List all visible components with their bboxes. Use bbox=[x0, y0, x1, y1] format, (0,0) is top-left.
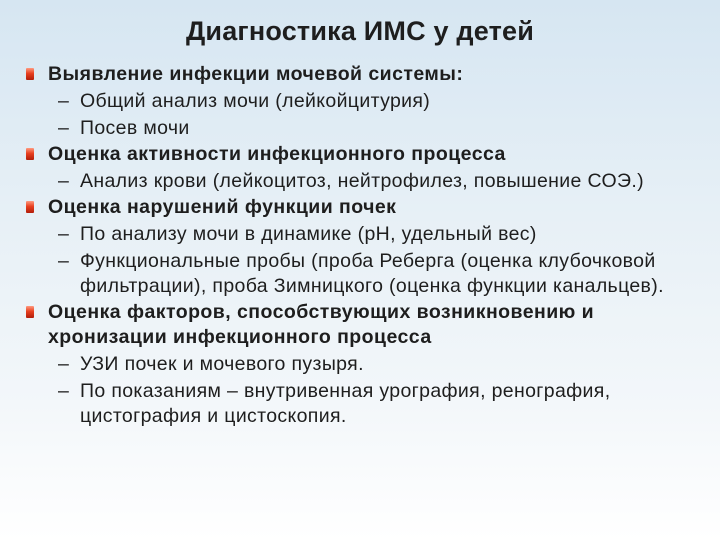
sub-item-text: Анализ крови (лейкоцитоз, нейтрофилез, повышение СОЭ.) bbox=[80, 170, 644, 192]
dash-icon: – bbox=[58, 170, 69, 192]
bullet-item bbox=[24, 300, 704, 429]
bullet-item bbox=[24, 62, 704, 141]
dash-icon: – bbox=[58, 353, 69, 375]
sub-item bbox=[48, 169, 704, 194]
sub-item-text: Общий анализ мочи (лейкойцитурия) bbox=[80, 90, 431, 112]
sub-item bbox=[48, 222, 704, 247]
slide-title: Диагностика ИМС у детей bbox=[185, 16, 535, 46]
dash-icon: – bbox=[58, 117, 69, 139]
dash-icon: – bbox=[58, 380, 69, 402]
bullet-text: Оценка нарушений функции почек bbox=[48, 196, 397, 218]
sub-item-text: Функциональные пробы (проба Реберга (оценка клубочковой фильтрации), проба Зимницкого (оценка функции канальцев). bbox=[80, 250, 664, 297]
bullet-icon bbox=[26, 148, 34, 160]
sub-item bbox=[48, 116, 704, 141]
sub-item-text: УЗИ почек и мочевого пузыря. bbox=[80, 353, 364, 375]
sub-item bbox=[48, 379, 704, 429]
dash-icon: – bbox=[58, 90, 69, 112]
bullet-list bbox=[24, 62, 704, 430]
dash-icon: – bbox=[58, 223, 69, 245]
bullet-icon bbox=[26, 306, 34, 318]
bullet-text: Оценка активности инфекционного процесса bbox=[48, 143, 506, 165]
sub-item bbox=[48, 89, 704, 114]
bullet-item bbox=[24, 142, 704, 194]
bullet-item bbox=[24, 195, 704, 299]
bullet-icon bbox=[26, 68, 34, 80]
bullet-text: Выявление инфекции мочевой системы: bbox=[48, 63, 464, 85]
bullet-icon bbox=[26, 201, 34, 213]
bullet-text: Оценка факторов, способствующих возникновению и хронизации инфекционного процесса bbox=[48, 301, 595, 348]
sub-item bbox=[48, 249, 704, 299]
sub-item-text: По показаниям – внутривенная урография, ренография, цистография и цистоскопия. bbox=[80, 380, 611, 427]
dash-icon: – bbox=[58, 250, 69, 272]
sub-item-text: Посев мочи bbox=[80, 117, 190, 139]
sub-item-text: По анализу мочи в динамике (рН, удельный вес) bbox=[80, 223, 537, 245]
sub-item bbox=[48, 352, 704, 377]
